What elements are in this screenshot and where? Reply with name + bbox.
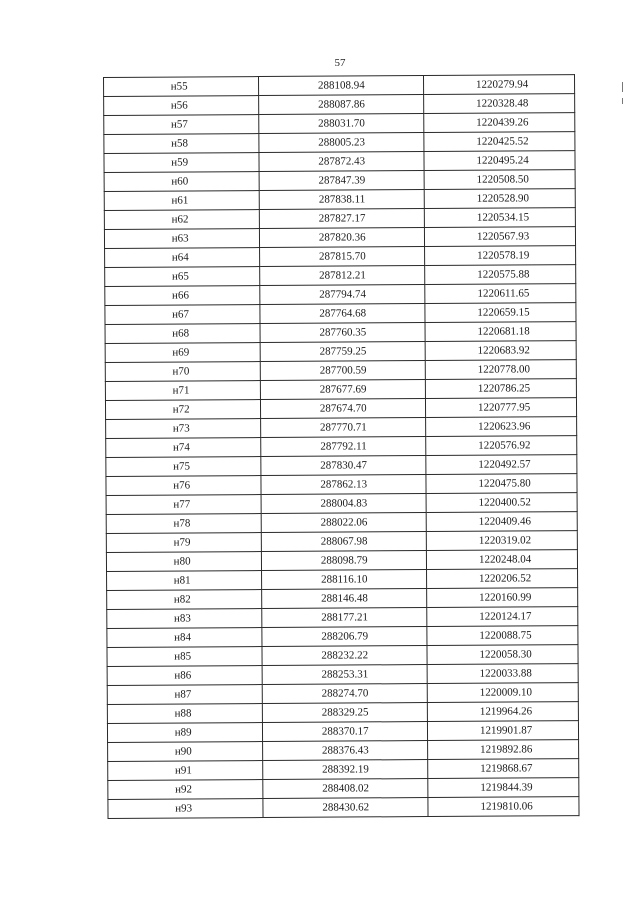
table-row xyxy=(106,455,577,477)
table-row xyxy=(104,132,575,154)
point-name-cell: н75 xyxy=(106,457,261,477)
table-row xyxy=(104,75,575,97)
scan-edge-mark xyxy=(622,82,623,92)
point-name-cell: н90 xyxy=(108,742,263,762)
point-name-cell: н88 xyxy=(107,704,262,724)
table-row xyxy=(107,702,578,724)
x-coordinate-cell: 287677.69 xyxy=(261,380,426,400)
x-coordinate-cell: 288022.06 xyxy=(261,513,426,533)
table-row xyxy=(106,493,577,515)
x-coordinate-cell: 288177.21 xyxy=(262,608,427,628)
table-row xyxy=(105,322,576,344)
point-name-cell: н63 xyxy=(104,229,259,249)
point-name-cell: н83 xyxy=(107,609,262,629)
table-row xyxy=(108,759,579,781)
table-row xyxy=(104,208,575,230)
table-row xyxy=(107,664,578,686)
point-name-cell: н72 xyxy=(105,400,260,420)
table-row xyxy=(108,740,579,762)
y-coordinate-cell: 1220206.52 xyxy=(427,569,578,589)
y-coordinate-cell: 1220328.48 xyxy=(424,94,575,114)
table-row xyxy=(104,94,575,116)
y-coordinate-cell: 1220248.04 xyxy=(427,550,578,570)
point-name-cell: н78 xyxy=(106,514,261,534)
point-name-cell: н56 xyxy=(104,96,259,116)
point-name-cell: н91 xyxy=(108,761,263,781)
x-coordinate-cell: 287770.71 xyxy=(261,418,426,438)
point-name-cell: н82 xyxy=(107,590,262,610)
page-number: 57 xyxy=(334,57,346,69)
table-row xyxy=(104,189,575,211)
scan-edge-mark xyxy=(622,98,623,104)
y-coordinate-cell: 1220611.65 xyxy=(425,284,576,304)
y-coordinate-cell: 1220578.19 xyxy=(425,246,576,266)
point-name-cell: н85 xyxy=(107,647,262,667)
y-coordinate-cell: 1220425.52 xyxy=(424,132,575,152)
point-name-cell: н81 xyxy=(107,571,262,591)
y-coordinate-cell: 1219810.06 xyxy=(428,797,579,817)
x-coordinate-cell: 288004.83 xyxy=(261,494,426,514)
table-row xyxy=(105,341,576,363)
y-coordinate-cell: 1220534.15 xyxy=(425,208,576,228)
x-coordinate-cell: 287759.25 xyxy=(260,342,425,362)
table-row xyxy=(105,360,576,382)
y-coordinate-cell: 1220777.95 xyxy=(426,398,577,418)
point-name-cell: н79 xyxy=(106,533,261,553)
point-name-cell: н57 xyxy=(104,115,259,135)
table-row xyxy=(107,645,578,667)
x-coordinate-cell: 288067.98 xyxy=(262,532,427,552)
point-name-cell: н61 xyxy=(104,191,259,211)
point-name-cell: н86 xyxy=(107,666,262,686)
y-coordinate-cell: 1220439.26 xyxy=(424,113,575,133)
table-row xyxy=(105,265,576,287)
point-name-cell: н68 xyxy=(105,324,260,344)
x-coordinate-cell: 288146.48 xyxy=(262,589,427,609)
x-coordinate-cell: 288116.10 xyxy=(262,570,427,590)
table-row xyxy=(108,797,579,819)
table-row xyxy=(106,512,577,534)
point-name-cell: н64 xyxy=(105,248,260,268)
y-coordinate-cell: 1219964.26 xyxy=(428,702,579,722)
y-coordinate-cell: 1219844.39 xyxy=(428,778,579,798)
y-coordinate-cell: 1220495.24 xyxy=(424,151,575,171)
x-coordinate-cell: 288005.23 xyxy=(259,133,424,153)
point-name-cell: н70 xyxy=(105,362,260,382)
x-coordinate-cell: 287792.11 xyxy=(261,437,426,457)
point-name-cell: н84 xyxy=(107,628,262,648)
point-name-cell: н69 xyxy=(105,343,260,363)
table-row xyxy=(107,626,578,648)
table-row xyxy=(104,227,575,249)
table-row xyxy=(108,778,579,800)
point-name-cell: н71 xyxy=(105,381,260,401)
y-coordinate-cell: 1220009.10 xyxy=(427,683,578,703)
point-name-cell: н62 xyxy=(104,210,259,230)
x-coordinate-cell: 287820.36 xyxy=(260,228,425,248)
x-coordinate-cell: 287827.17 xyxy=(260,209,425,229)
table-row xyxy=(104,151,575,173)
point-name-cell: н93 xyxy=(108,799,263,819)
x-coordinate-cell: 287847.39 xyxy=(259,171,424,191)
table-row xyxy=(107,683,578,705)
y-coordinate-cell: 1220400.52 xyxy=(426,493,577,513)
table-row xyxy=(106,531,577,553)
point-name-cell: н80 xyxy=(106,552,261,572)
x-coordinate-cell: 288031.70 xyxy=(259,114,424,134)
y-coordinate-cell: 1219901.87 xyxy=(428,721,579,741)
point-name-cell: н73 xyxy=(106,419,261,439)
x-coordinate-cell: 288232.22 xyxy=(262,646,427,666)
x-coordinate-cell: 287862.13 xyxy=(261,475,426,495)
table-row xyxy=(106,436,577,458)
y-coordinate-cell: 1220683.92 xyxy=(425,341,576,361)
table-row xyxy=(106,474,577,496)
table-row xyxy=(105,398,576,420)
y-coordinate-cell: 1220319.02 xyxy=(426,531,577,551)
x-coordinate-cell: 288376.43 xyxy=(263,741,428,761)
table-row xyxy=(105,284,576,306)
point-name-cell: н74 xyxy=(106,438,261,458)
y-coordinate-cell: 1220786.25 xyxy=(426,379,577,399)
y-coordinate-cell: 1219868.67 xyxy=(428,759,579,779)
point-name-cell: н66 xyxy=(105,286,260,306)
x-coordinate-cell: 288108.94 xyxy=(259,76,424,96)
x-coordinate-cell: 287700.59 xyxy=(261,361,426,381)
table-row xyxy=(105,246,576,268)
x-coordinate-cell: 288408.02 xyxy=(263,779,428,799)
x-coordinate-cell: 287794.74 xyxy=(260,285,425,305)
y-coordinate-cell: 1220475.80 xyxy=(426,474,577,494)
y-coordinate-cell: 1220058.30 xyxy=(427,645,578,665)
y-coordinate-cell: 1220409.46 xyxy=(426,512,577,532)
point-name-cell: н87 xyxy=(107,685,262,705)
table-row xyxy=(105,303,576,325)
table-row xyxy=(104,170,575,192)
y-coordinate-cell: 1220576.92 xyxy=(426,436,577,456)
table-row xyxy=(107,588,578,610)
point-name-cell: н76 xyxy=(106,476,261,496)
point-name-cell: н92 xyxy=(108,780,263,800)
table-row xyxy=(105,379,576,401)
y-coordinate-cell: 1220508.50 xyxy=(424,170,575,190)
x-coordinate-cell: 287760.35 xyxy=(260,323,425,343)
x-coordinate-cell: 288370.17 xyxy=(263,722,428,742)
point-name-cell: н55 xyxy=(104,77,259,97)
point-name-cell: н89 xyxy=(107,723,262,743)
x-coordinate-cell: 287872.43 xyxy=(259,152,424,172)
y-coordinate-cell: 1220279.94 xyxy=(424,75,575,95)
x-coordinate-cell: 288098.79 xyxy=(262,551,427,571)
x-coordinate-cell: 288274.70 xyxy=(263,684,428,704)
y-coordinate-cell: 1220088.75 xyxy=(427,626,578,646)
y-coordinate-cell: 1220778.00 xyxy=(425,360,576,380)
x-coordinate-cell: 287764.68 xyxy=(260,304,425,324)
table-row xyxy=(104,113,575,135)
x-coordinate-cell: 288087.86 xyxy=(259,95,424,115)
y-coordinate-cell: 1220528.90 xyxy=(424,189,575,209)
coordinates-table xyxy=(103,74,580,819)
point-name-cell: н65 xyxy=(105,267,260,287)
point-name-cell: н59 xyxy=(104,153,259,173)
y-coordinate-cell: 1220124.17 xyxy=(427,607,578,627)
x-coordinate-cell: 287830.47 xyxy=(261,456,426,476)
x-coordinate-cell: 287815.70 xyxy=(260,247,425,267)
y-coordinate-cell: 1220681.18 xyxy=(425,322,576,342)
y-coordinate-cell: 1220659.15 xyxy=(425,303,576,323)
x-coordinate-cell: 288392.19 xyxy=(263,760,428,780)
y-coordinate-cell: 1220160.99 xyxy=(427,588,578,608)
point-name-cell: н60 xyxy=(104,172,259,192)
table-row xyxy=(106,417,577,439)
coordinates-table-body xyxy=(104,75,580,819)
x-coordinate-cell: 288430.62 xyxy=(263,798,428,818)
x-coordinate-cell: 288206.79 xyxy=(262,627,427,647)
table-row xyxy=(107,607,578,629)
y-coordinate-cell: 1220492.57 xyxy=(426,455,577,475)
x-coordinate-cell: 288253.31 xyxy=(262,665,427,685)
x-coordinate-cell: 287838.11 xyxy=(260,190,425,210)
y-coordinate-cell: 1220575.88 xyxy=(425,265,576,285)
table-row xyxy=(107,721,578,743)
y-coordinate-cell: 1219892.86 xyxy=(428,740,579,760)
point-name-cell: н58 xyxy=(104,134,259,154)
point-name-cell: н77 xyxy=(106,495,261,515)
table-row xyxy=(106,550,577,572)
point-name-cell: н67 xyxy=(105,305,260,325)
x-coordinate-cell: 287812.21 xyxy=(260,266,425,286)
y-coordinate-cell: 1220567.93 xyxy=(425,227,576,247)
x-coordinate-cell: 288329.25 xyxy=(263,703,428,723)
y-coordinate-cell: 1220033.88 xyxy=(427,664,578,684)
table-row xyxy=(107,569,578,591)
y-coordinate-cell: 1220623.96 xyxy=(426,417,577,437)
x-coordinate-cell: 287674.70 xyxy=(261,399,426,419)
